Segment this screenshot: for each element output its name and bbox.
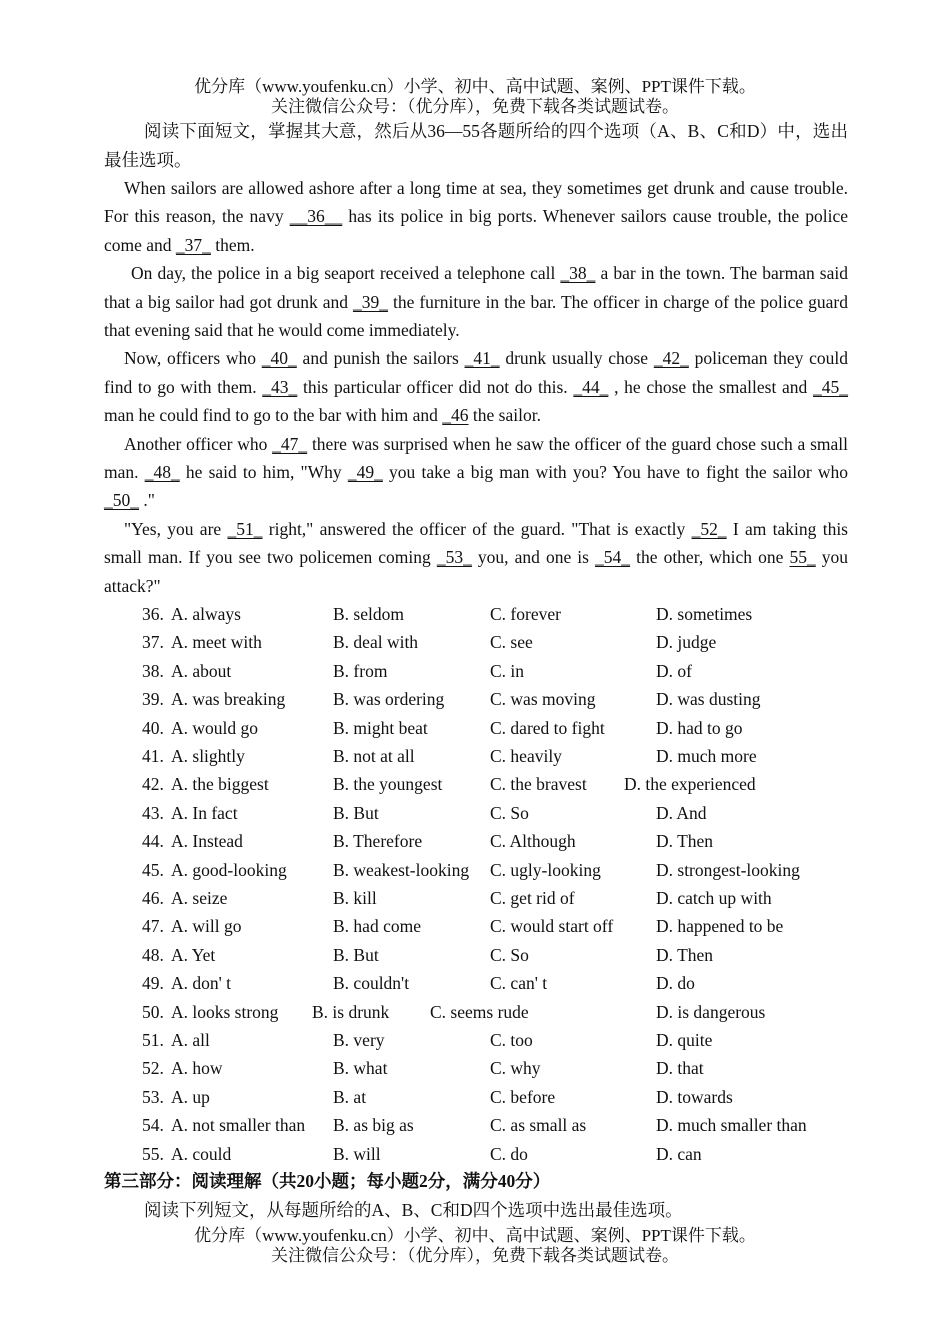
option-d: D. Then — [656, 944, 714, 965]
option-a: A. was breaking — [171, 689, 286, 710]
footer-line-2: 关注微信公众号：（优分库），免费下载各类试题试卷。 — [271, 1246, 679, 1265]
option-b: B. couldn't — [333, 973, 410, 994]
passage-text: I am taking this small man. If you see two policemen coming — [104, 518, 848, 568]
page-footer — [0, 1226, 950, 1266]
question-number: 40. — [142, 717, 164, 738]
cloze-instructions: 阅读下面短文，掌握其大意，然后从36—55各题所给的四个选项（A、B、C和D）中，选出最佳选项。 — [104, 121, 848, 170]
option-c: C. dared to fight — [490, 717, 605, 738]
question-row — [142, 714, 862, 742]
option-d: D. can — [656, 1143, 702, 1164]
cloze-blank: _38_ — [560, 263, 596, 284]
passage-text: , he chose the smallest and — [608, 376, 813, 397]
cloze-blank: 55_ — [789, 547, 816, 568]
option-d: D. do — [656, 973, 695, 994]
option-c: C. So — [490, 944, 529, 965]
option-b: B. will — [333, 1143, 381, 1164]
question-number: 41. — [142, 746, 164, 766]
cloze-blank: _39_ — [352, 291, 388, 312]
option-a: A. Yet — [171, 944, 216, 965]
passage-text: policeman they could find to go with them. — [104, 348, 848, 397]
question-number: 37. — [142, 632, 164, 653]
question-number: 36. — [142, 604, 164, 624]
option-d: D. quite — [656, 1030, 713, 1050]
option-d: D. much smaller than — [656, 1115, 807, 1136]
cloze-blank: _54_ — [595, 547, 631, 568]
option-d: D. happened to be — [656, 916, 784, 937]
question-row — [142, 884, 862, 912]
option-b: B. had come — [333, 916, 421, 937]
option-a: A. seize — [171, 888, 228, 908]
question-number: 47. — [142, 916, 164, 937]
question-number: 55. — [142, 1143, 164, 1164]
option-d: D. sometimes — [656, 604, 753, 624]
option-b: B. might beat — [333, 717, 428, 738]
question-row — [142, 742, 862, 770]
option-b: B. from — [333, 660, 388, 681]
passage-text: has its police in big ports. Whenever sailors cause trouble, the police come and — [104, 206, 849, 255]
passage-text: right," answered the officer of the guard. "That is exactly — [262, 518, 692, 539]
question-row — [142, 799, 862, 827]
option-c: C. do — [490, 1143, 528, 1164]
cloze-blank: _52_ — [691, 518, 727, 539]
question-number: 50. — [142, 1001, 164, 1022]
cloze-blank: _53_ — [436, 547, 472, 568]
option-c: C. Although — [490, 831, 576, 852]
option-a: A. not smaller than — [171, 1115, 306, 1136]
question-row — [142, 912, 862, 940]
option-a: A. about — [171, 660, 232, 681]
option-b: B. at — [333, 1086, 367, 1107]
passage-text: Another officer who — [124, 433, 273, 454]
option-a: A. could — [171, 1143, 232, 1164]
cloze-blank: _49_ — [347, 462, 383, 483]
section-3-title: 第三部分：阅读理解（共20小题；每小题2分，满分40分） — [104, 1171, 551, 1191]
passage-text: When sailors are allowed ashore after a long time at sea, they sometimes get drunk and cause trouble. For this reason, the navy — [104, 178, 848, 227]
passage-text: you attack?" — [104, 547, 849, 596]
option-b: B. not at all — [333, 746, 415, 766]
option-c: C. was moving — [490, 689, 596, 710]
option-a: A. In fact — [171, 802, 238, 823]
passage-text: there was surprised when he saw the officer of the guard chose such a small man. — [104, 433, 848, 483]
question-number: 54. — [142, 1115, 164, 1136]
passage-text: a bar in the town. The barman said that a big sailor had got drunk and — [104, 263, 848, 312]
option-c: C. the bravest — [490, 774, 587, 795]
option-d: D. of — [656, 660, 692, 681]
passage-text: you take a big man with you? You have to fight the sailor who — [382, 462, 848, 483]
question-row — [142, 998, 862, 1026]
question-row — [142, 1083, 862, 1111]
option-c: C. ugly-looking — [490, 859, 601, 880]
option-d: D. And — [656, 802, 707, 823]
cloze-blank: _47_ — [272, 433, 308, 454]
option-d: D. had to go — [656, 717, 743, 738]
question-number: 46. — [142, 888, 164, 908]
cloze-blank: _48_ — [144, 462, 180, 483]
option-c: C. before — [490, 1086, 556, 1107]
footer-line-1: 优分库（www.youfenku.cn）小学、初中、高中试题、案例、PPT课件下载。 — [194, 1226, 756, 1245]
cloze-blank: _42_ — [653, 348, 689, 369]
page-header — [0, 77, 950, 117]
option-c: C. heavily — [490, 746, 562, 766]
option-c: C. as small as — [490, 1115, 587, 1136]
option-d: D. catch up with — [656, 888, 772, 908]
question-row — [142, 685, 862, 713]
option-d: D. the experienced — [624, 774, 756, 795]
option-a: A. looks strong — [171, 1001, 279, 1022]
option-d: D. towards — [656, 1086, 733, 1107]
question-number: 53. — [142, 1086, 164, 1107]
question-number: 51. — [142, 1030, 164, 1050]
option-b: B. is drunk — [312, 1001, 390, 1022]
passage-text: this particular officer did not do this. — [297, 376, 574, 397]
cloze-blank: _45_ — [813, 376, 848, 397]
option-c: C. would start off — [490, 916, 614, 937]
cloze-blank: _46 — [442, 405, 469, 426]
passage-text: them. — [210, 234, 255, 255]
cloze-blank: _51_ — [227, 518, 263, 539]
passage-text: drunk usually chose — [499, 348, 654, 369]
question-number: 42. — [142, 774, 164, 795]
option-a: A. Instead — [171, 831, 243, 852]
passage-paragraph-4 — [104, 430, 848, 515]
passage-paragraph-5 — [104, 515, 848, 600]
passage-paragraph-1 — [104, 174, 848, 259]
cloze-blank: __36__ — [289, 206, 343, 227]
question-number: 43. — [142, 802, 164, 823]
cloze-passage — [104, 174, 848, 600]
option-a: A. would go — [171, 717, 259, 738]
option-c: C. can' t — [490, 973, 548, 994]
option-c: C. in — [490, 660, 525, 681]
option-b: B. Therefore — [333, 831, 423, 852]
option-b: B. weakest-looking — [333, 859, 470, 880]
option-d: D. Then — [656, 831, 714, 852]
cloze-blank: _37_ — [175, 234, 211, 255]
option-b: B. kill — [333, 888, 377, 908]
passage-text: the other, which one — [630, 547, 790, 568]
option-d: D. that — [656, 1058, 704, 1079]
header-line-1: 优分库（www.youfenku.cn）小学、初中、高中试题、案例、PPT课件下载。 — [194, 77, 756, 96]
passage-text: man he could find to go to the bar with him and — [104, 405, 443, 426]
question-row — [142, 600, 862, 628]
passage-text: you, and one is — [471, 547, 596, 568]
question-number: 39. — [142, 689, 164, 710]
option-b: B. deal with — [333, 632, 419, 653]
passage-text: On day, the police in a big seaport received a telephone call — [131, 263, 561, 284]
option-a: A. always — [171, 604, 241, 624]
option-d: D. is dangerous — [656, 1001, 766, 1022]
cloze-blank: _44_ — [573, 376, 609, 397]
option-b: B. as big as — [333, 1115, 414, 1136]
section-3-instructions: 阅读下列短文，从每题所给的A、B、C和D四个选项中选出最佳选项。 — [144, 1200, 683, 1220]
option-a: A. will go — [171, 916, 242, 937]
cloze-blank: _41_ — [464, 348, 500, 369]
option-d: D. judge — [656, 632, 717, 653]
question-number: 48. — [142, 944, 164, 965]
cloze-blank: _40_ — [261, 348, 297, 369]
option-a: A. the biggest — [171, 774, 269, 795]
option-b: B. But — [333, 802, 379, 823]
question-row — [142, 969, 862, 997]
question-row — [142, 657, 862, 685]
question-number: 52. — [142, 1058, 164, 1079]
option-c: C. too — [490, 1030, 533, 1050]
option-a: A. all — [171, 1030, 210, 1050]
passage-text: the sailor. — [468, 405, 541, 426]
passage-text: "Yes, you are — [124, 518, 228, 539]
passage-text: ." — [139, 490, 155, 511]
option-c: C. why — [490, 1058, 541, 1079]
option-d: D. strongest-looking — [656, 859, 800, 880]
question-row — [142, 1054, 862, 1082]
question-row — [142, 1026, 862, 1054]
cloze-blank: _43_ — [262, 376, 298, 397]
question-row — [142, 770, 862, 798]
passage-text: he said to him, "Why — [179, 462, 348, 483]
cloze-blank: _50_ — [104, 490, 139, 511]
question-number: 38. — [142, 660, 164, 681]
option-a: A. good-looking — [171, 859, 287, 880]
option-b: B. was ordering — [333, 689, 445, 710]
option-a: A. don' t — [171, 973, 232, 994]
option-d: D. much more — [656, 746, 757, 766]
question-number: 49. — [142, 973, 164, 994]
option-b: B. very — [333, 1030, 385, 1050]
passage-text: Now, officers who — [124, 348, 262, 369]
question-row — [142, 1111, 862, 1139]
passage-text: the furniture in the bar. The officer in charge of the police guard that evening said that he would come immediately. — [104, 291, 848, 341]
option-c: C. So — [490, 802, 529, 823]
question-row — [142, 856, 862, 884]
option-a: A. how — [171, 1058, 223, 1079]
option-c: C. see — [490, 632, 533, 653]
option-b: B. seldom — [333, 604, 404, 624]
passage-paragraph-2 — [104, 259, 848, 344]
question-row — [142, 827, 862, 855]
option-a: A. slightly — [171, 746, 245, 766]
passage-text: and punish the sailors — [296, 348, 465, 369]
option-b: B. the youngest — [333, 774, 443, 795]
option-c: C. get rid of — [490, 888, 575, 908]
header-line-2: 关注微信公众号：（优分库），免费下载各类试题试卷。 — [271, 97, 679, 116]
question-row — [142, 628, 862, 656]
question-row — [142, 941, 862, 969]
option-b: B. what — [333, 1058, 388, 1079]
question-row — [142, 1140, 862, 1168]
option-a: A. up — [171, 1086, 210, 1107]
question-number: 44. — [142, 831, 164, 852]
option-c: C. seems rude — [430, 1001, 529, 1022]
option-d: D. was dusting — [656, 689, 761, 710]
option-b: B. But — [333, 944, 379, 965]
option-c: C. forever — [490, 604, 561, 624]
option-a: A. meet with — [171, 632, 262, 653]
passage-paragraph-3 — [104, 344, 848, 429]
question-number: 45. — [142, 859, 164, 880]
